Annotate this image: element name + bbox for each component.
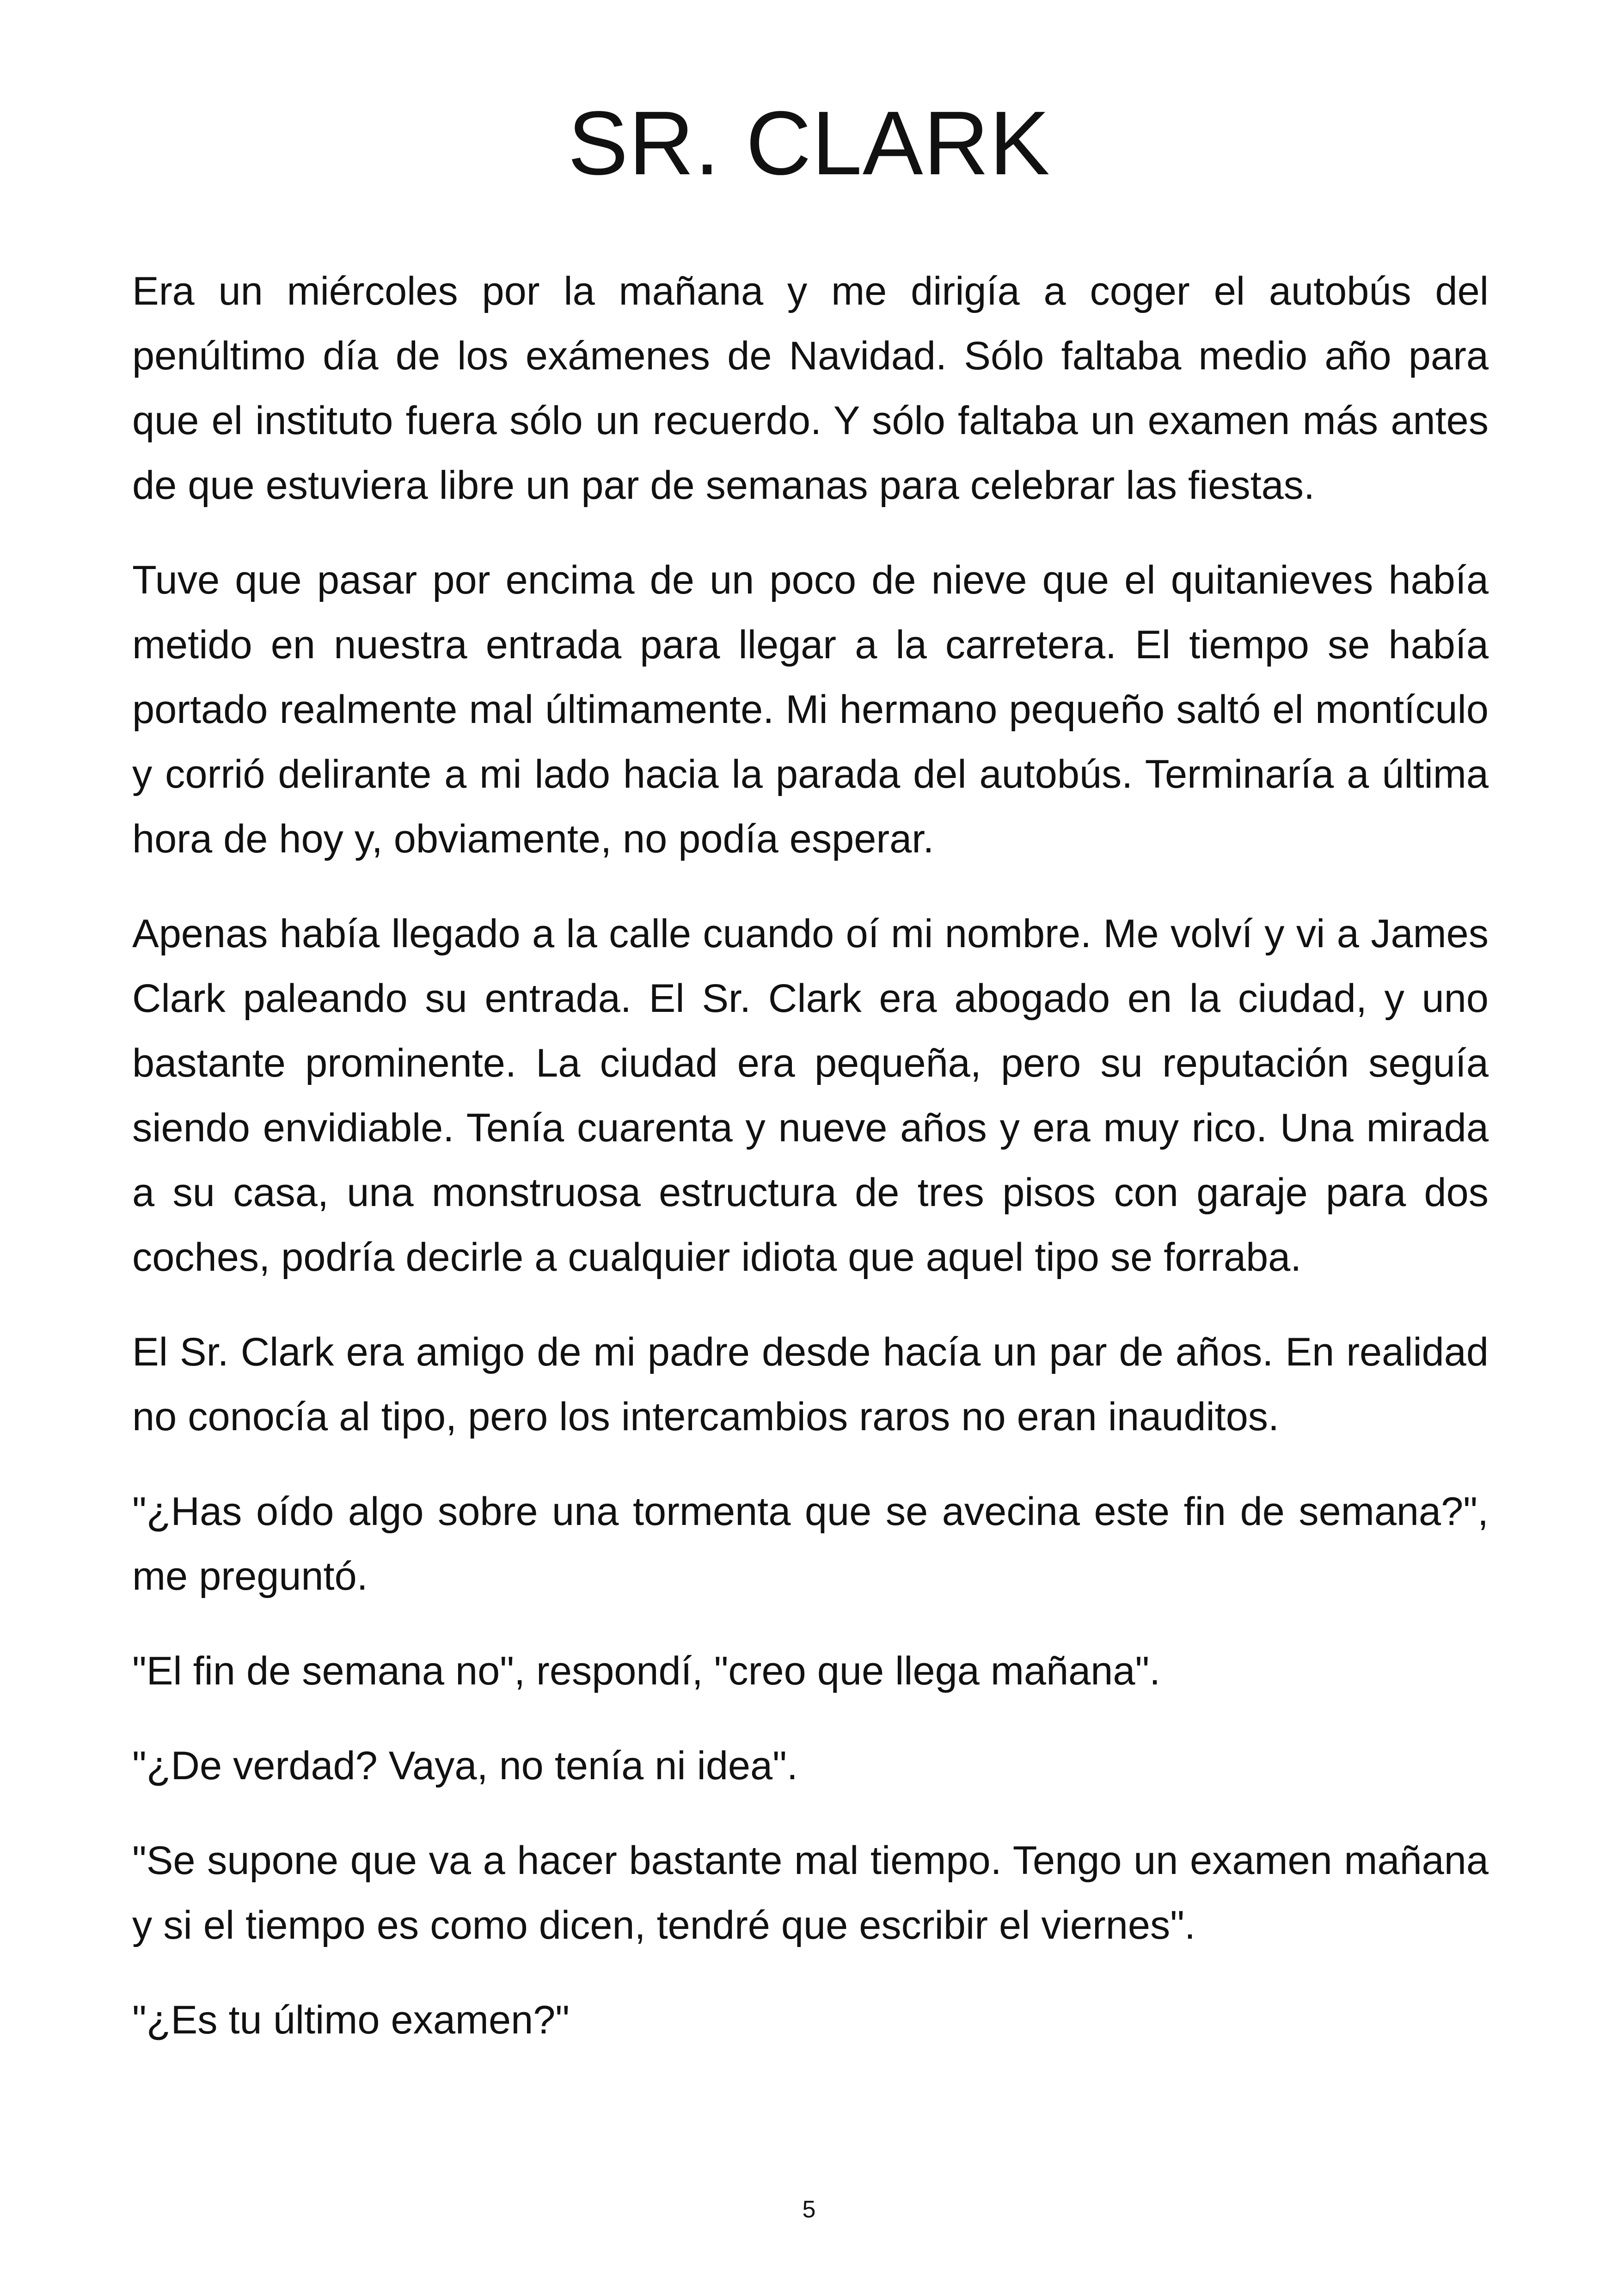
- paragraph: Tuve que pasar por encima de un poco de nieve que el quitanieves había metido en nuestra entrada para llegar a la carretera. El tiempo se había portado realmente mal últimamente. Mi hermano pequeño saltó el montículo y corrió delirante a mi lado hacia la parada del autobús. Terminaría a última hora de hoy y, obviamente, no podía esperar.: [132, 558, 1489, 861]
- paragraph: Era un miércoles por la mañana y me dirigía a coger el autobús del penúltimo día de los exámenes de Navidad. Sólo faltaba medio año para que el instituto fuera sólo un recuerdo. Y sólo faltaba un examen más antes de que estuviera libre un par de semanas para celebrar las fiestas.: [132, 269, 1489, 508]
- paragraph: "El fin de semana no", respondí, "creo que llega mañana".: [132, 1649, 1161, 1693]
- chapter-title: SR. CLARK: [568, 92, 1050, 194]
- body-text: [132, 259, 1489, 2082]
- paragraph: "¿De verdad? Vaya, no tenía ni idea".: [132, 1744, 798, 1788]
- paragraph: "Se supone que va a hacer bastante mal tiempo. Tengo un examen mañana y si el tiempo es como dicen, tendré que escribir el viernes".: [132, 1838, 1489, 1947]
- paragraph: "¿Es tu último examen?": [132, 1998, 570, 2042]
- paragraph: "¿Has oído algo sobre una tormenta que se avecina este fin de semana?", me preguntó.: [132, 1489, 1489, 1598]
- paragraph: Apenas había llegado a la calle cuando oí mi nombre. Me volví y vi a James Clark paleando su entrada. El Sr. Clark era abogado en la ciudad, y uno bastante prominente. La ciudad era pequeña, pero su reputación seguía siendo envidiable. Tenía cuarenta y nueve años y era muy rico. Una mirada a su casa, una monstruosa estructura de tres pisos con garaje para dos coches, podría decirle a cualquier idiota que aquel tipo se forraba.: [132, 912, 1489, 1280]
- page-number: 5: [802, 2196, 816, 2223]
- paragraph: El Sr. Clark era amigo de mi padre desde hacía un par de años. En realidad no conocía al tipo, pero los intercambios raros no eran inauditos.: [132, 1330, 1489, 1439]
